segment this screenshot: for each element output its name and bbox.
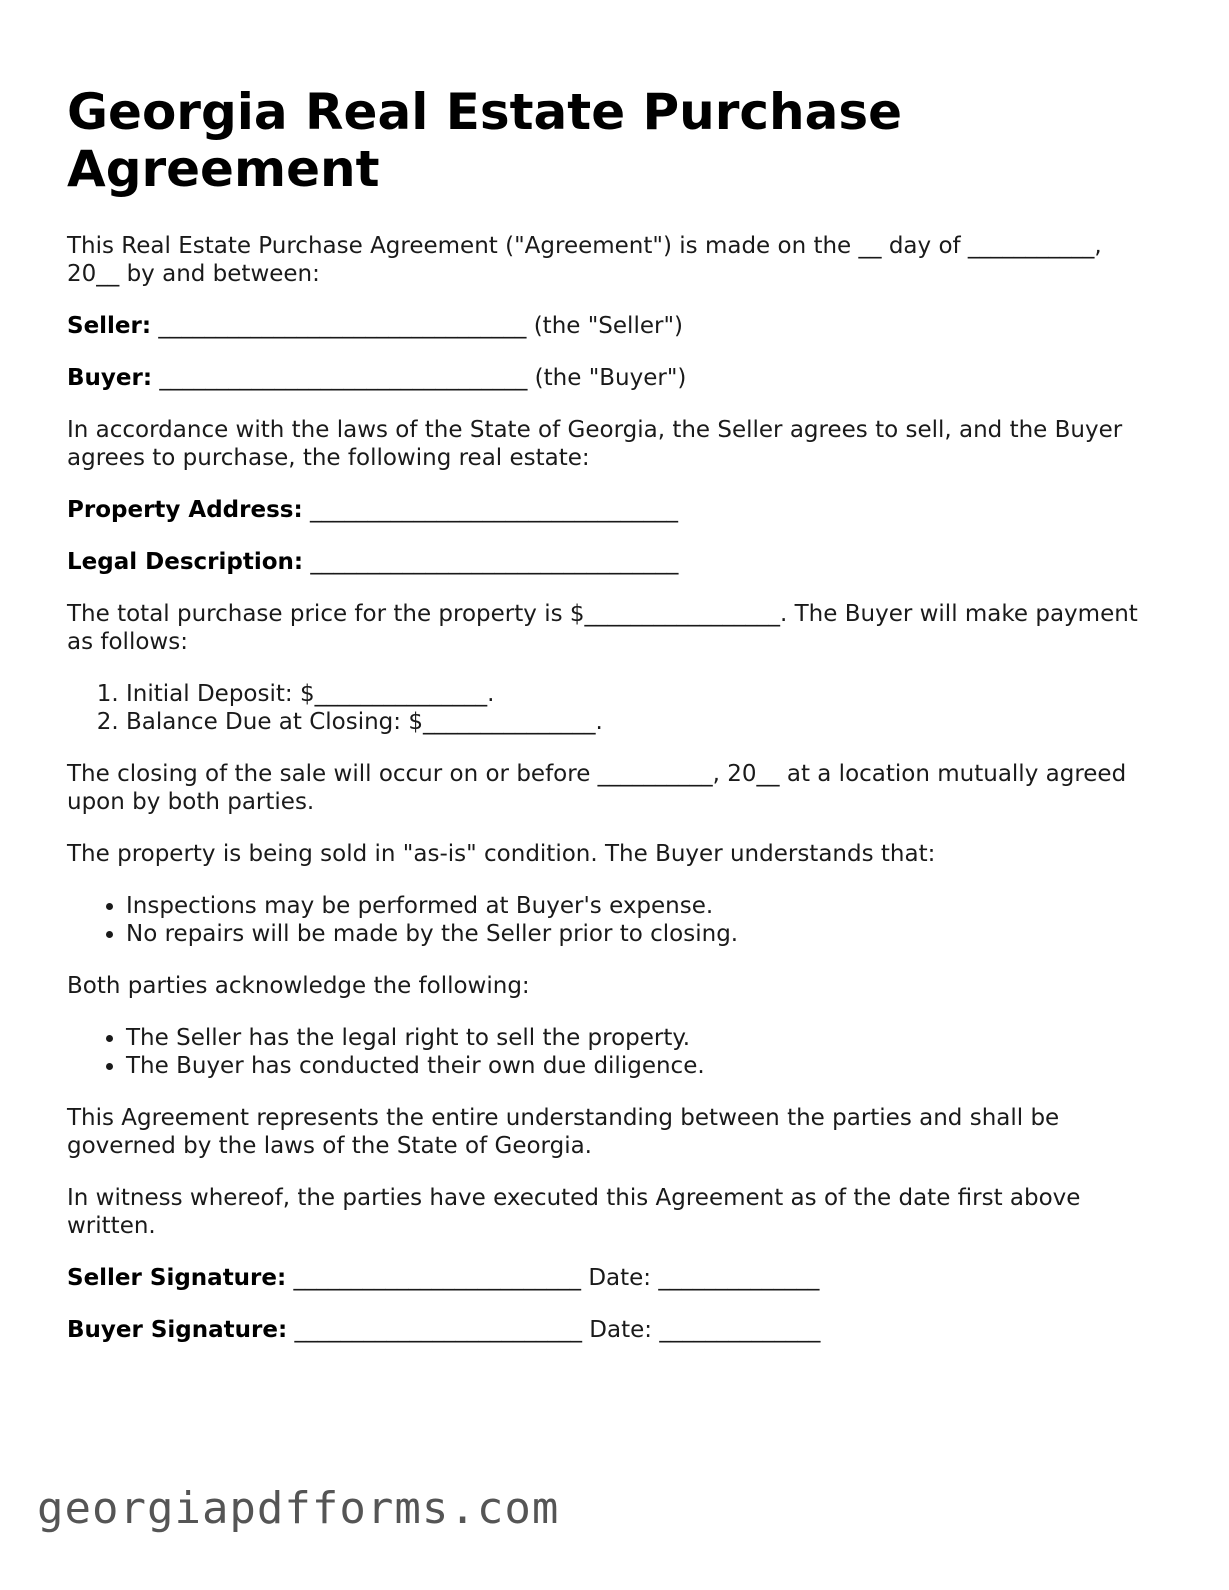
- seller-signature-field: [67, 1264, 1147, 1292]
- property-address-field: [67, 496, 1147, 524]
- acknowledge-list: [67, 1024, 1147, 1080]
- closing-paragraph: The closing of the sale will occur on or before __________, 20__ at a location mutually agreed upon by both parties.: [67, 761, 1127, 815]
- property-address-blank[interactable]: ________________________________: [302, 497, 678, 523]
- buyer-signature-label: Buyer Signature:: [67, 1317, 288, 1343]
- legal-description-field: [67, 548, 1147, 576]
- document: [67, 84, 1147, 1368]
- legal-description-blank[interactable]: ________________________________: [303, 549, 679, 575]
- entire-agreement-paragraph: This Agreement represents the entire understanding between the parties and shall be governed by the laws of the State of Georgia.: [67, 1105, 1060, 1159]
- property-address-label: Property Address:: [67, 497, 303, 523]
- as-is-list: [67, 892, 1147, 948]
- buyer-label: Buyer:: [67, 365, 153, 391]
- seller-field: [67, 312, 1147, 340]
- legal-description-label: Legal Description:: [67, 549, 304, 575]
- intro-paragraph: This Real Estate Purchase Agreement ("Agreement") is made on the __ day of ___________, 20__ by and between:: [67, 233, 1102, 287]
- document-title: Georgia Real Estate Purchase Agreement: [67, 83, 903, 198]
- as-is-paragraph: The property is being sold in "as-is" condition. The Buyer understands that:: [67, 841, 936, 867]
- list-item: • The Buyer has conducted their own due diligence.: [126, 1052, 1147, 1080]
- seller-blank[interactable]: ________________________________ (the "Seller"): [151, 313, 683, 339]
- list-item: 1. Initial Deposit: $_______________.: [126, 680, 1147, 708]
- accordance-paragraph: In accordance with the laws of the State of Georgia, the Seller agrees to sell, and the Buyer agrees to purchase, the following real estate:: [67, 417, 1123, 471]
- list-item: • No repairs will be made by the Seller prior to closing.: [126, 920, 1147, 948]
- list-item: • The Seller has the legal right to sell the property.: [126, 1024, 1147, 1052]
- witness-paragraph: In witness whereof, the parties have executed this Agreement as of the date first above written.: [67, 1185, 1081, 1239]
- buyer-field: [67, 364, 1147, 392]
- watermark: georgiapdfforms.com: [37, 1483, 560, 1534]
- acknowledge-paragraph: Both parties acknowledge the following:: [67, 973, 530, 999]
- buyer-blank[interactable]: ________________________________ (the "Buyer"): [152, 365, 687, 391]
- seller-signature-label: Seller Signature:: [67, 1265, 287, 1291]
- list-item: 2. Balance Due at Closing: $_______________.: [126, 708, 1147, 736]
- payment-list: [67, 680, 1147, 736]
- seller-label: Seller:: [67, 313, 152, 339]
- list-item: • Inspections may be performed at Buyer's expense.: [126, 892, 1147, 920]
- seller-signature-blank[interactable]: _________________________ Date: ______________: [286, 1265, 820, 1291]
- buyer-signature-field: [67, 1316, 1147, 1344]
- purchase-price-paragraph: The total purchase price for the property is $_________________. The Buyer will make payment as follows:: [67, 601, 1138, 655]
- buyer-signature-blank[interactable]: _________________________ Date: ______________: [287, 1317, 821, 1343]
